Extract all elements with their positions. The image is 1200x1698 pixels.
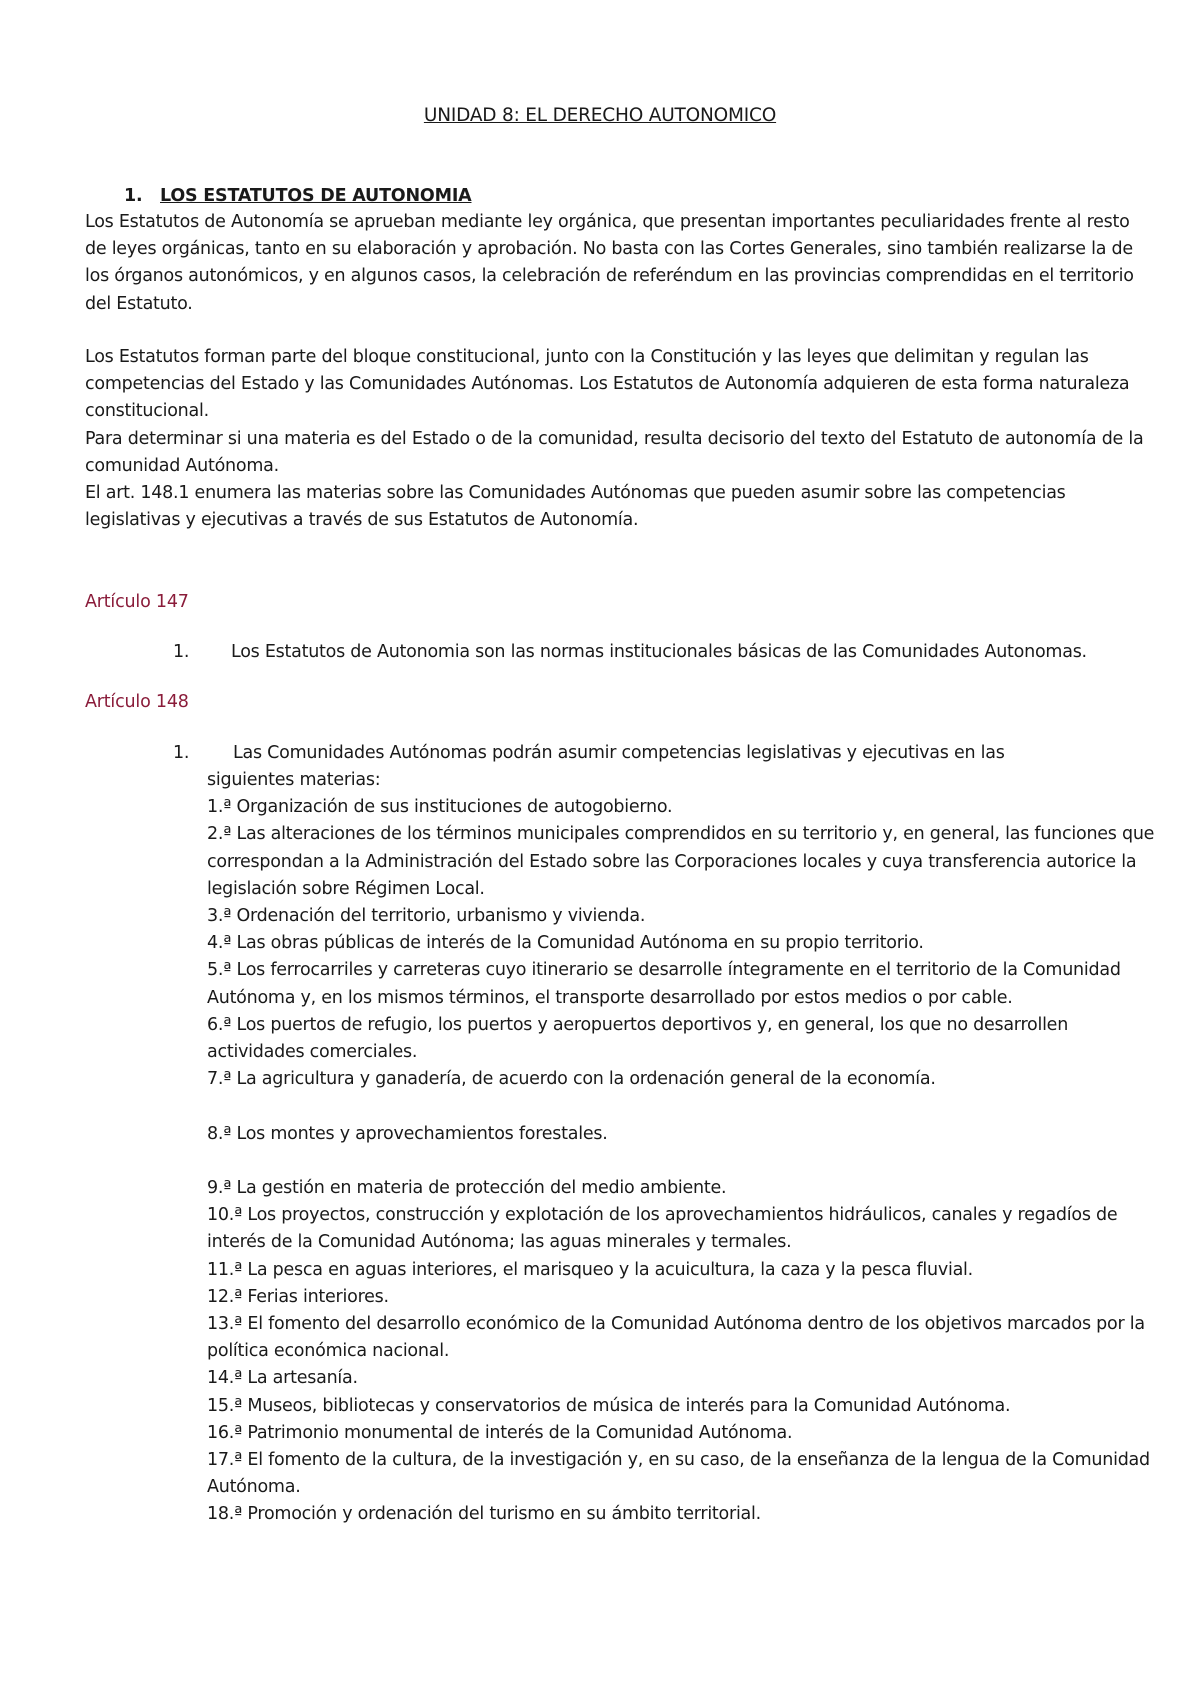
materia-entry-13: 13.ª El fomento del desarrollo económico de la Comunidad Autónoma dentro de los objetivos marcados por la política económica nacional. (207, 1314, 1145, 1362)
materia-entry-1: 1.ª Organización de sus instituciones de autogobierno. (207, 797, 673, 818)
materia-entry-12: 12.ª Ferias interiores. (207, 1286, 389, 1307)
article-148-item-text-continued: siguientes materias: (207, 770, 381, 790)
body-paragraph-art-148: El art. 148.1 enumera las materias sobre las Comunidades Autónomas que pueden asumir sobre las competencias legislativas y ejecutivas a través de sus Estatutos de Autonomía. (85, 483, 1066, 531)
materia-entry-4: 4.ª Las obras públicas de interés de la Comunidad Autónoma en su propio territorio. (207, 933, 924, 954)
document-title: UNIDAD 8: EL DERECHO AUTONOMICO (423, 105, 777, 126)
materia-entry-7: 7.ª La agricultura y ganadería, de acuerdo con la ordenación general de la economía. (207, 1069, 936, 1090)
blank-line (207, 1148, 1157, 1175)
article-148-item-number: 1. (173, 743, 190, 763)
article-148-materias-list (207, 767, 1157, 1529)
article-147-item-text: Los Estatutos de Autonomia son las normas institucionales básicas de las Comunidades Autonomas. (231, 642, 1087, 662)
body-block (85, 344, 1155, 534)
article-147-item-number: 1. (173, 642, 190, 662)
section-title: LOS ESTATUTOS DE AUTONOMIA (160, 186, 472, 206)
materia-entry-18: 18.ª Promoción y ordenación del turismo en su ámbito territorial. (207, 1504, 761, 1525)
materia-entry-8: 8.ª Los montes y aprovechamientos forestales. (207, 1123, 608, 1144)
intro-paragraph: Los Estatutos de Autonomía se aprueban mediante ley orgánica, que presentan importantes peculiaridades frente al resto de leyes orgánicas, tanto en su elaboración y aprobación. No basta con las Cortes Generales, sino también realizarse la de los órganos autonómicos, y en algunos casos, la celebración de referéndum en las provincias comprendidas en el territorio del Estatuto. (85, 212, 1134, 314)
materia-entry-14: 14.ª La artesanía. (207, 1368, 358, 1389)
materia-entry-15: 15.ª Museos, bibliotecas y conservatorios de música de interés para la Comunidad Autónoma. (207, 1395, 1011, 1416)
section-number: 1. (124, 186, 143, 206)
materia-entry-17: 17.ª El fomento de la cultura, de la investigación y, en su caso, de la enseñanza de la lengua de la Comunidad Autónoma. (207, 1450, 1150, 1498)
blank-line (207, 1093, 1157, 1120)
article-147-heading: Artículo 147 (85, 592, 189, 612)
materia-entry-2: 2.ª Las alteraciones de los términos municipales comprendidos en su territorio y, en general, las funciones que correspondan a la Administración del Estado sobre las Corporaciones locales y cuya transferencia autorice la legislación sobre Régimen Local. (207, 824, 1155, 899)
materia-entry-6: 6.ª Los puertos de refugio, los puertos y aeropuertos deportivos y, en general, los que no desarrollen actividades comerciales. (207, 1014, 1069, 1063)
materia-entry-16: 16.ª Patrimonio monumental de interés de la Comunidad Autónoma. (207, 1422, 793, 1443)
materia-entry-9: 9.ª La gestión en materia de protección del medio ambiente. (207, 1178, 727, 1199)
body-paragraph-constitutional-block: Los Estatutos forman parte del bloque constitucional, junto con la Constitución y las leyes que delimitan y regulan las competencias del Estado y las Comunidades Autónomas. Los Estatutos de Autonomía adquieren de esta forma naturaleza constitucional. (85, 347, 1130, 422)
section-heading (124, 183, 471, 209)
intro-block (85, 209, 1155, 318)
materia-entry-3: 3.ª Ordenación del territorio, urbanismo y vivienda. (207, 906, 646, 927)
materia-entry-10: 10.ª Los proyectos, construcción y explotación de los aprovechamientos hidráulicos, canales y regadíos de interés de la Comunidad Autónoma; las aguas minerales y termales. (207, 1205, 1118, 1253)
materia-entry-5: 5.ª Los ferrocarriles y carreteras cuyo itinerario se desarrolle íntegramente en el territorio de la Comunidad Autónoma y, en los mismos términos, el transporte desarrollado por estos medios o por cable. (207, 960, 1121, 1008)
materia-entry-11: 11.ª La pesca en aguas interiores, el marisqueo y la acuicultura, la caza y la pesca fluvial. (207, 1259, 973, 1280)
article-148-item-text: Las Comunidades Autónomas podrán asumir competencias legislativas y ejecutivas en las (233, 743, 1005, 763)
body-paragraph-determination: Para determinar si una materia es del Estado o de la comunidad, resulta decisorio del texto del Estatuto de autonomía de la comunidad Autónoma. (85, 428, 1144, 476)
article-148-heading: Artículo 148 (85, 692, 189, 712)
